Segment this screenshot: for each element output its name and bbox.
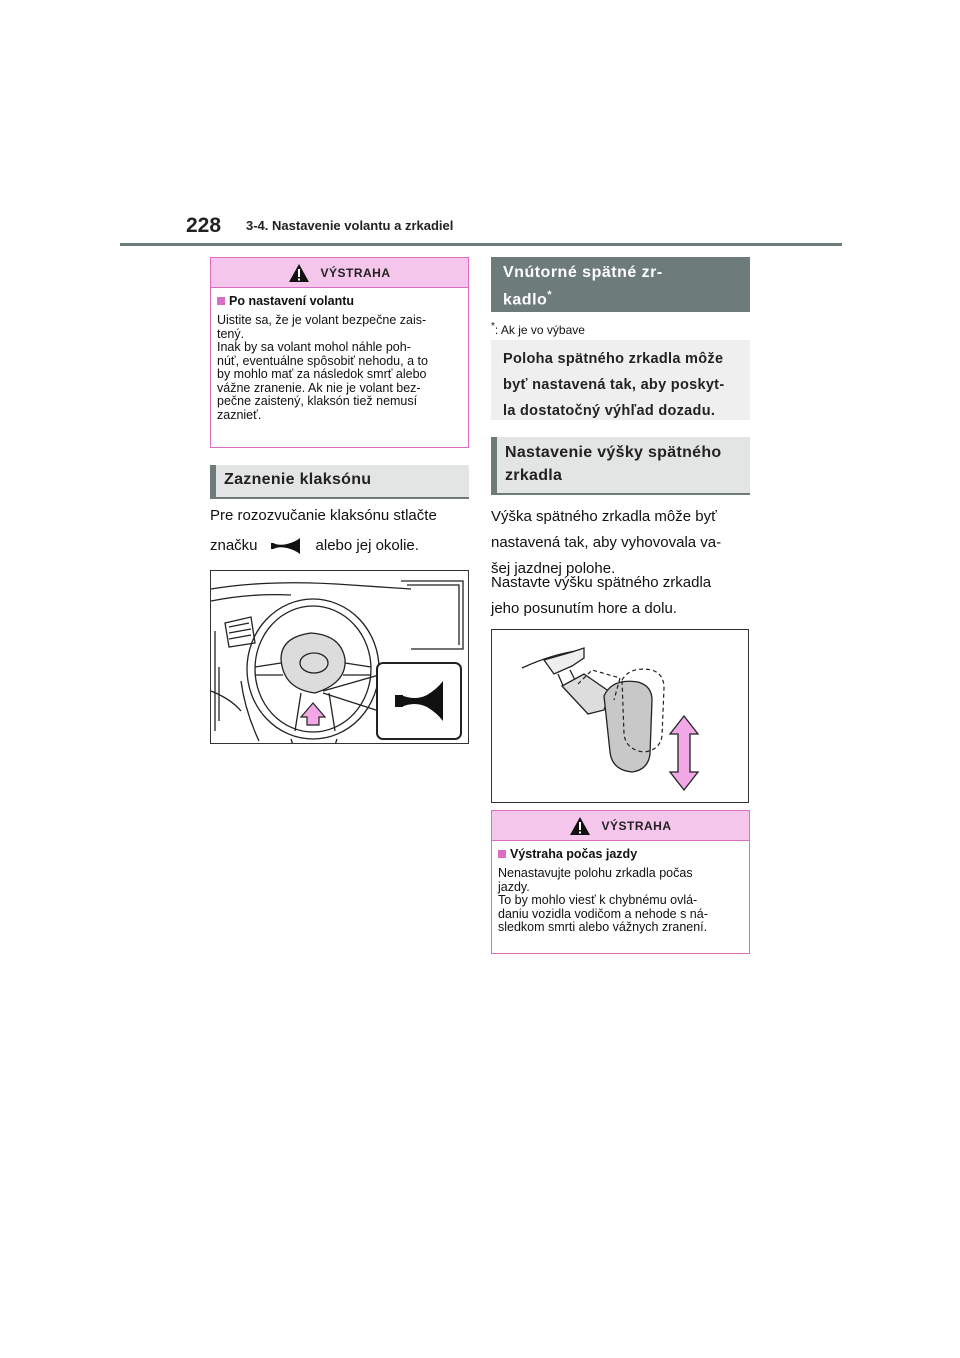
- equipment-footnote: [491, 321, 585, 337]
- horn-text-line-1: Pre rozozvučanie klaksónu stlačte: [210, 507, 437, 524]
- warning-subhead-2: [498, 847, 743, 861]
- horn-paragraph: [210, 503, 469, 559]
- horn-heading-text: Zaznenie klaksónu: [224, 471, 372, 488]
- horn-text-line-2: [210, 533, 469, 559]
- horn-text-2b: alebo jej okolie.: [315, 537, 419, 554]
- square-bullet-icon-2: [498, 850, 506, 858]
- steering-wheel-figure: [210, 570, 469, 744]
- header-rule: [120, 243, 842, 246]
- mirror-heading: [491, 257, 750, 312]
- mirror-heading-asterisk: *: [547, 289, 553, 301]
- para2-line-2: jeho posunutím hore a dolu.: [491, 600, 677, 617]
- up-down-arrow-icon: [670, 716, 698, 790]
- warning-triangle-icon: [288, 263, 310, 283]
- mirror-heading-line-2: [503, 284, 738, 311]
- warning-title-2: VÝSTRAHA: [601, 818, 672, 833]
- summary-line-3: la dostatočný výhľad dozadu.: [503, 403, 716, 419]
- warning-title: VÝSTRAHA: [320, 265, 391, 280]
- warning-text: Uistite sa, že je volant bezpečne zais- tený. Inak by sa volant mohol náhle poh- núť, eventuálne spôsobiť nehodu, a to by mohlo mať za následok smrť alebo vážne zranenie. Ak nie je volant bez- pečne zaistený, klaksón tiež nemusí zaznieť.: [217, 313, 428, 422]
- press-arrow-icon: [301, 703, 325, 725]
- footnote-asterisk: *: [491, 321, 495, 332]
- summary-line-2: byť nastavená tak, aby poskyt-: [503, 377, 725, 393]
- mirror-height-heading: [491, 437, 750, 495]
- mirror-heading-line-1: Vnútorné spätné zr-: [503, 264, 663, 281]
- section-title: 3-4. Nastavenie volantu a zrkadiel: [246, 218, 454, 233]
- warning-triangle-icon-2: [569, 816, 591, 836]
- para1-line-1: Výška spätného zrkadla môže byť: [491, 508, 717, 525]
- height-heading-line-2: zrkadla: [505, 467, 563, 484]
- horn-heading: [210, 465, 469, 499]
- warning-subhead-text-2: Výstraha počas jazdy: [510, 847, 638, 861]
- page-number: 228: [186, 214, 222, 237]
- height-paragraph-2: [491, 570, 753, 622]
- mirror-illustration: [492, 630, 749, 803]
- mirror-figure: [491, 629, 749, 803]
- summary-line-1: Poloha spätného zrkadla môže: [503, 351, 724, 367]
- warning-header-2: [492, 811, 749, 841]
- warning-subhead: [217, 294, 462, 308]
- steering-warning-box: [210, 257, 469, 448]
- warning-subhead-text: Po nastavení volantu: [229, 294, 355, 308]
- height-heading-line-1: Nastavenie výšky spätného: [505, 444, 722, 461]
- mirror-summary-box: [491, 340, 750, 420]
- square-bullet-icon: [217, 297, 225, 305]
- para1-line-3: šej jazdnej polohe.: [491, 560, 616, 577]
- para2-line-1: Nastavte výšku spätného zrkadla: [491, 574, 712, 591]
- para1-line-2: nastavená tak, aby vyhovovala va-: [491, 534, 722, 551]
- warning-header: [211, 258, 468, 288]
- steering-wheel-illustration: [211, 571, 469, 744]
- warning-text-2: Nenastavujte polohu zrkadla počas jazdy. To by mohlo viesť k chybnému ovlá- daniu vozidla vodičom a nehode s ná- sledkom smrti alebo vážnych zranení.: [498, 866, 708, 934]
- footnote-text: : Ak je vo výbave: [494, 323, 585, 337]
- horn-icon: [270, 537, 304, 555]
- driving-warning-box: [491, 810, 750, 954]
- mirror-heading-word: kadlo: [503, 291, 548, 309]
- horn-text-2a: značku: [210, 537, 258, 554]
